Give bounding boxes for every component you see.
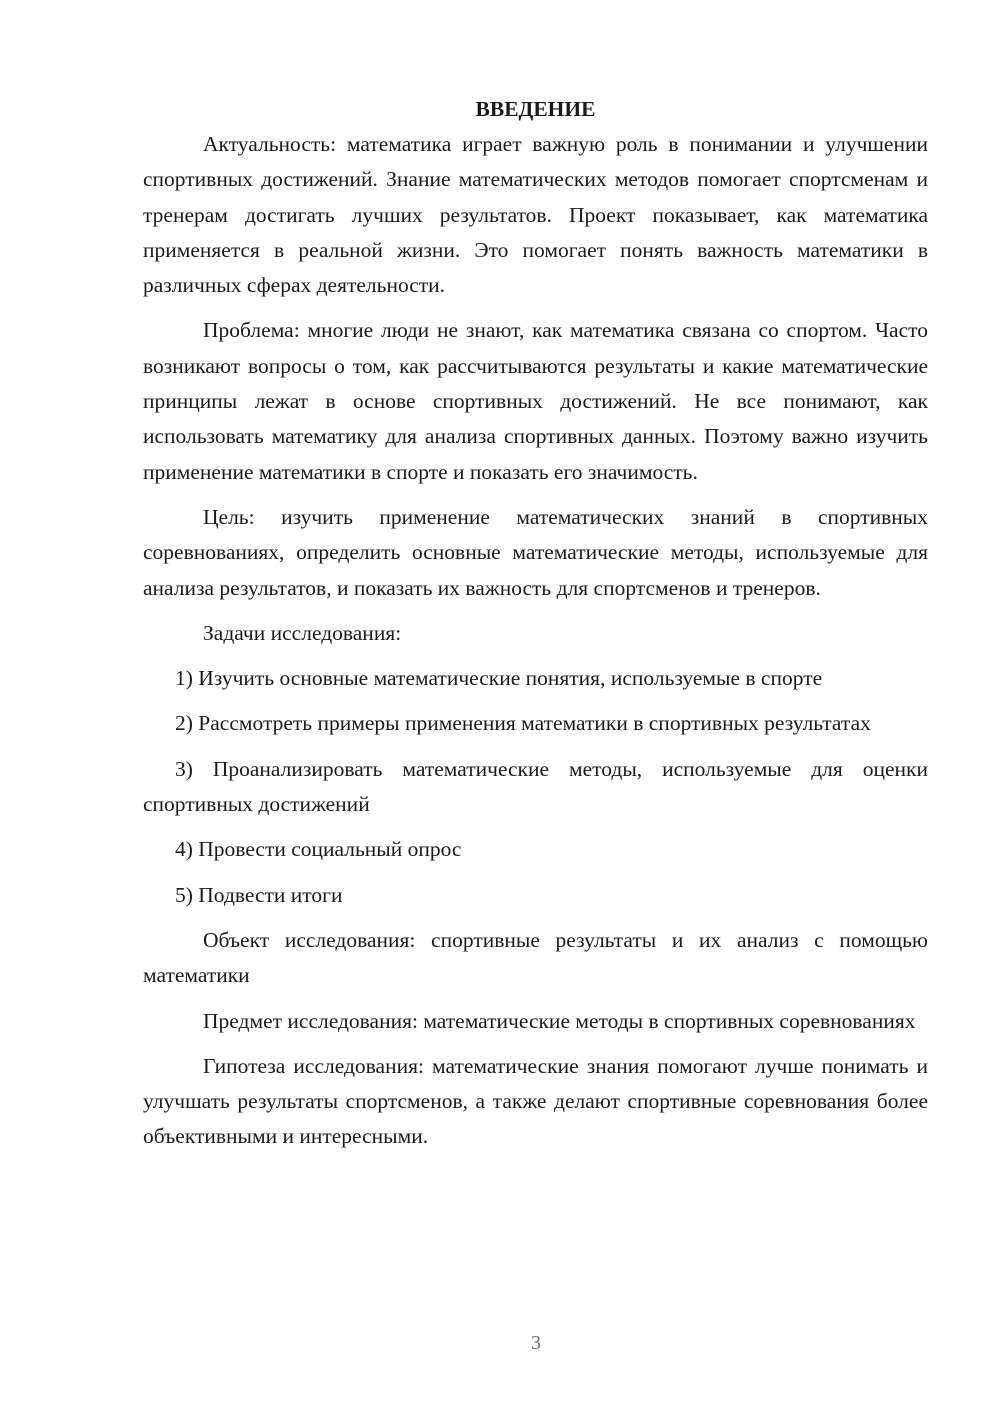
task-item-5: 5) Подвести итоги [175, 882, 343, 907]
goal-paragraph: Цель: изучить применение математических знаний в спортивных соревнованиях, определить основные математические методы, используемые для анализа результатов, и показать их важность для спортсменов и тренеров. [143, 504, 928, 600]
task-item-2: 2) Рассмотреть примеры применения математики в спортивных результатах [175, 711, 871, 736]
section-heading: ВВЕДЕНИЕ [475, 97, 596, 121]
page-content [143, 92, 928, 1155]
task-item-1: 1) Изучить основные математические понятия, используемые в спорте [175, 666, 823, 691]
page-number: 3 [531, 1332, 541, 1354]
task-item-4: 4) Провести социальный опрос [175, 837, 462, 862]
subject-paragraph: Предмет исследования: математические методы в спортивных соревнованиях [203, 1008, 916, 1033]
hypothesis-paragraph: Гипотеза исследования: математические знания помогают лучше понимать и улучшать результаты спортсменов, а также делают спортивные соревнования более объективными и интересными. [143, 1053, 928, 1149]
task-item-3: 3) Проанализировать математические методы, используемые для оценки спортивных достижений [143, 756, 928, 817]
problem-paragraph: Проблема: многие люди не знают, как математика связана со спортом. Часто возникают вопросы о том, как рассчитываются результаты и какие математические принципы лежат в основе спортивных достижений. Не все понимают, как использовать математику для анализа спортивных данных. Поэтому важно изучить применение математики в спорте и показать его значимость. [143, 318, 928, 484]
relevance-paragraph: Актуальность: математика играет важную роль в понимании и улучшении спортивных достижений. Знание математических методов помогает спортсменам и тренерам достигать лучших результатов. Проект показывает, как математика применяется в реальной жизни. Это помогает понять важность математики в различных сферах деятельности. [143, 132, 928, 298]
object-paragraph: Объект исследования: спортивные результаты и их анализ с помощью математики [143, 927, 928, 988]
tasks-title: Задачи исследования: [203, 620, 402, 645]
